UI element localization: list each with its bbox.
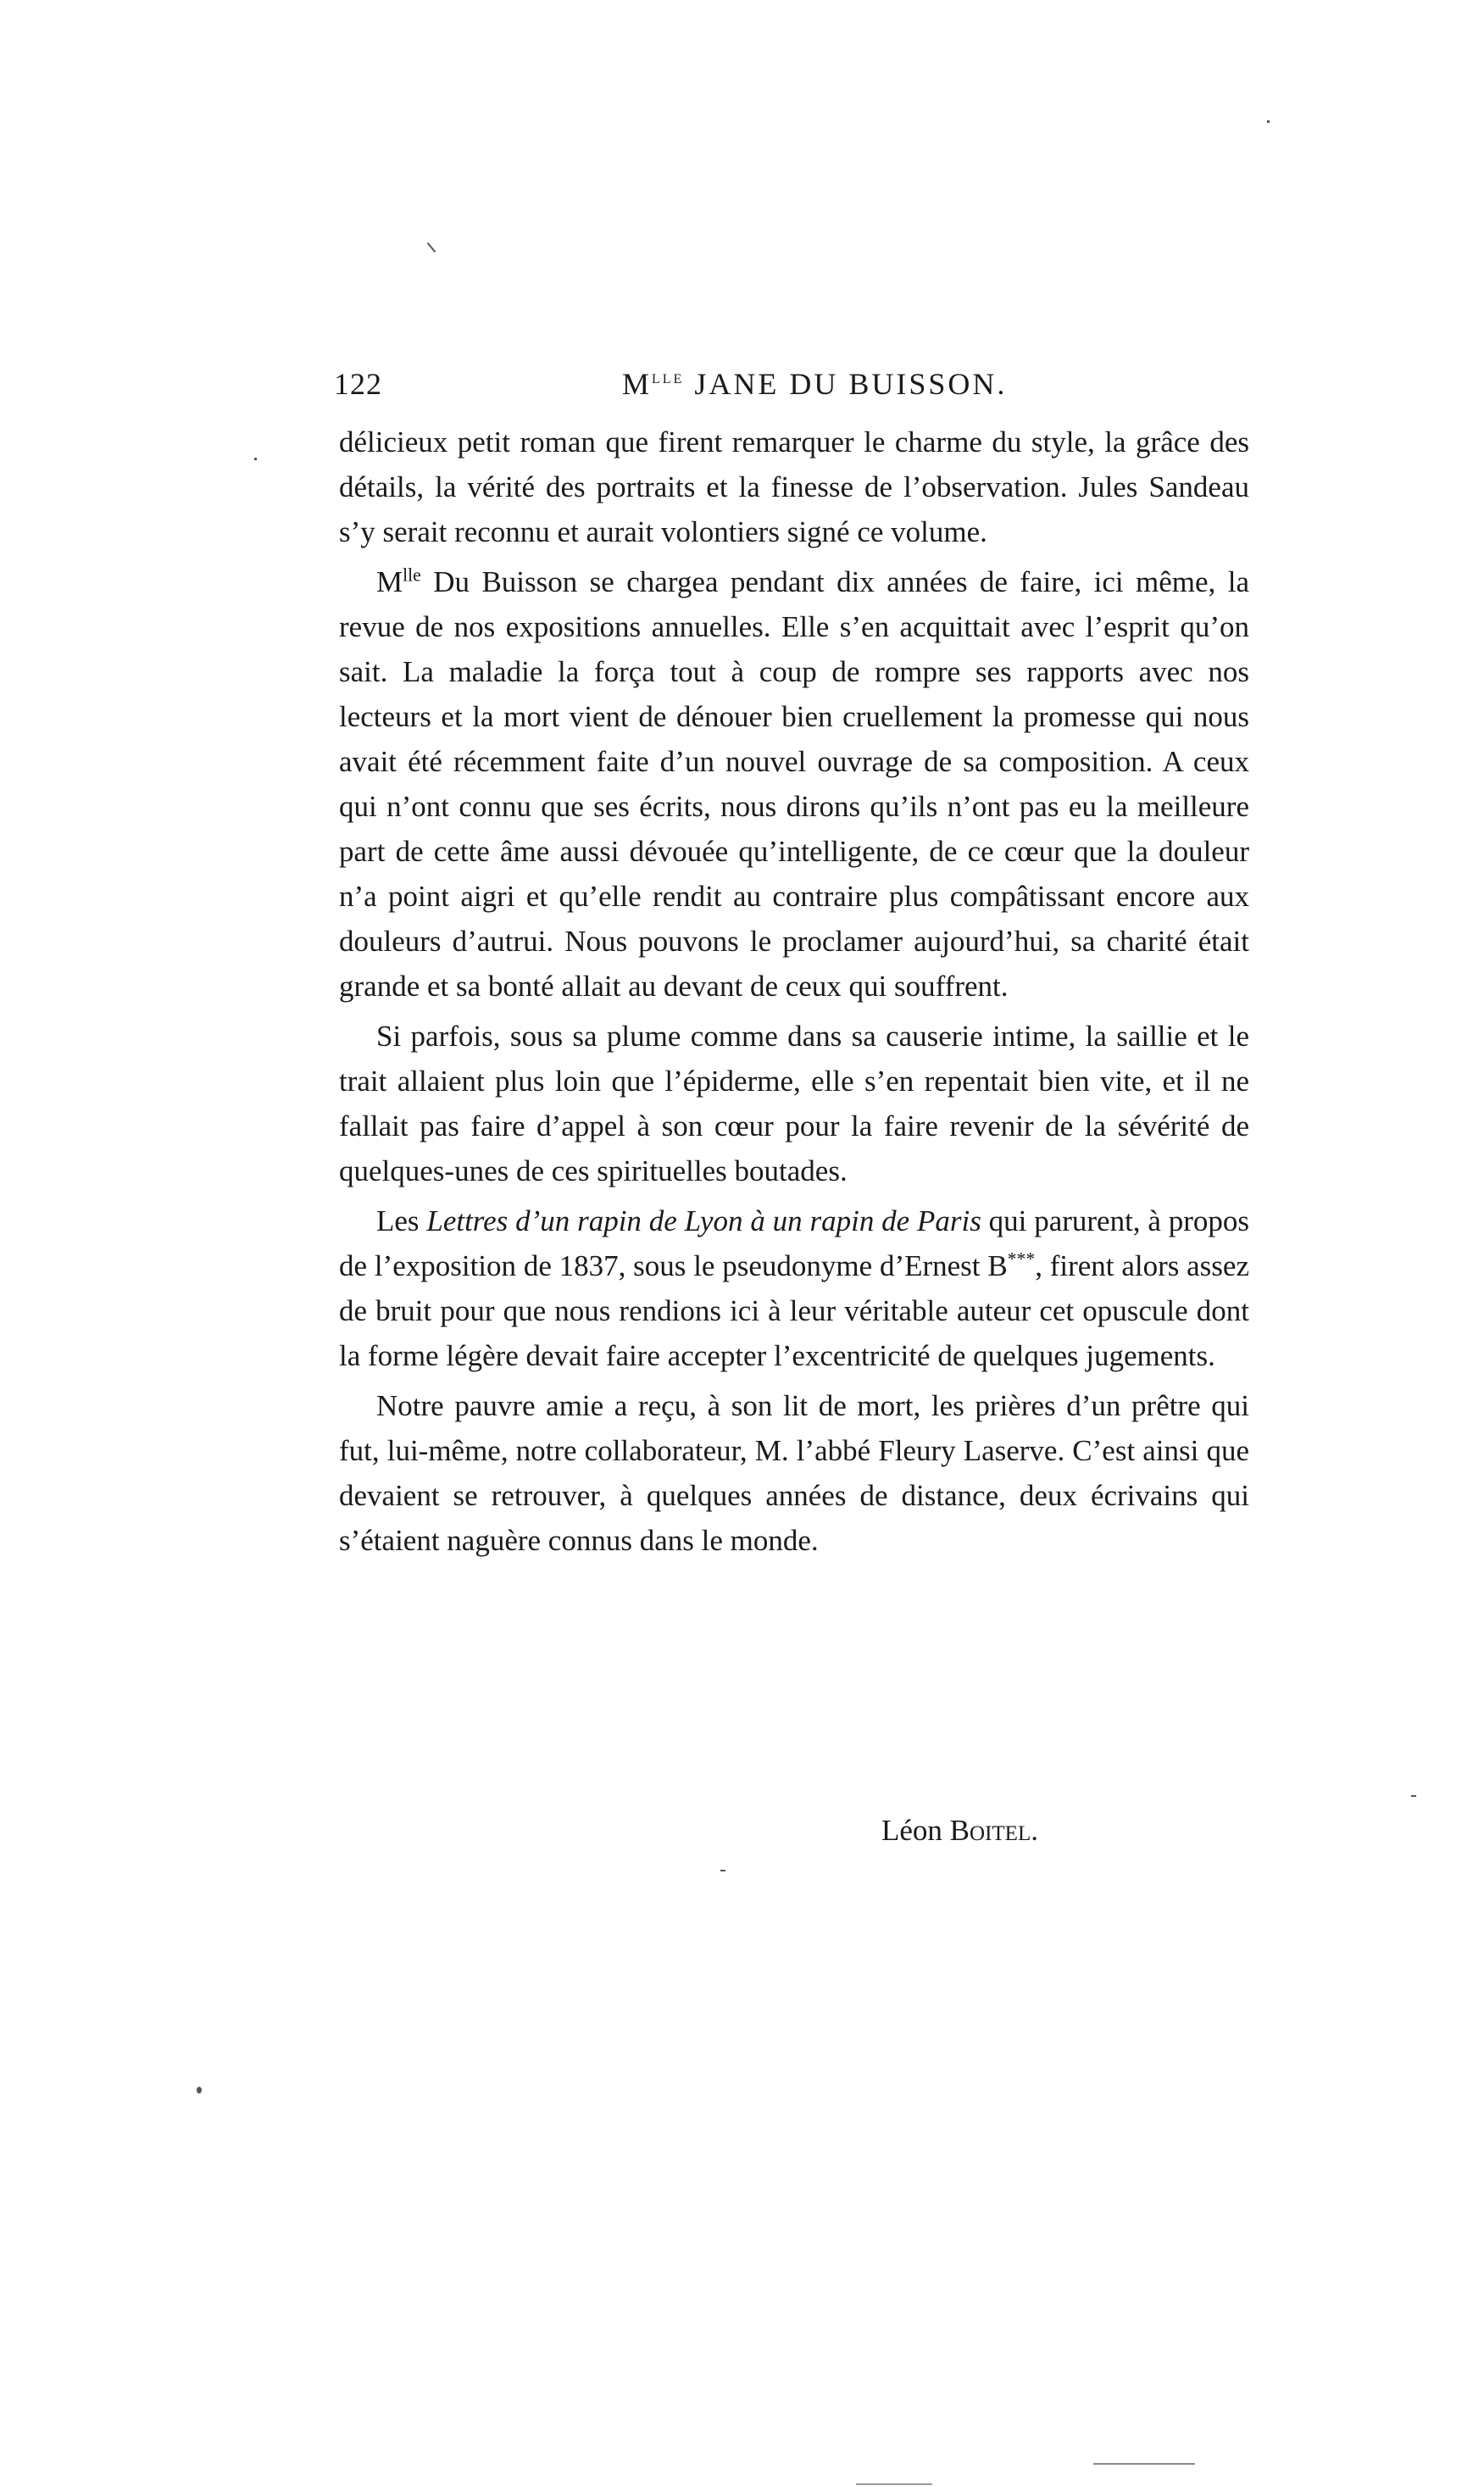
paragraph-4-prefix: Les [376, 1204, 427, 1237]
paragraph-2-sup: lle [403, 564, 421, 586]
signature-last-name: Boitel. [949, 1814, 1038, 1847]
paragraph-4-middle: qui parurent, à propos de l’exposition de 1837, sous le pseudonyme d’Ernest B [339, 1204, 1249, 1282]
signature [881, 1814, 1136, 1848]
scan-speck [1267, 120, 1270, 123]
paragraph-4 [339, 1198, 1249, 1378]
scan-speck [1093, 2463, 1195, 2465]
running-title-rest: JANE DU BUISSON. [684, 367, 1008, 401]
running-title-sup: lle [652, 366, 685, 387]
running-title-prefix: M [622, 367, 653, 401]
paragraph-3: Si parfois, sous sa plume comme dans sa causerie intime, la saillie et le trait allaient plus loin que l’épiderme, elle s’en repentait bien vite, et il ne fallait pas faire d’appel à son cœur pour la faire revenir de la sévérité de quelques-unes de ces spirituelles boutades. [339, 1020, 1249, 1187]
paragraph-4-sup: *** [1007, 1248, 1036, 1270]
paragraph-1: délicieux petit roman que firent remarquer le charme du style, la grâce des détails, la vérité des portraits et la finesse de l’observation. Jules Sandeau s’y serait reconnu et aurait volontiers signé ce volume. [339, 425, 1249, 548]
signature-first-name: Léon [881, 1814, 950, 1847]
scan-speck [856, 2483, 932, 2485]
paragraph-2-prefix: M [376, 565, 403, 598]
paragraph-4-rest: , firent alors assez de bruit pour que nous rendions ici à leur véritable auteur cet opuscule dont la forme légère devait faire accepter l’excentricité de quelques jugements. [339, 1249, 1249, 1372]
paragraph-2 [339, 559, 1249, 1009]
running-title [622, 366, 1007, 402]
body-text [339, 420, 1249, 1563]
scan-speck [720, 1870, 725, 1871]
paragraph-4-italic-title: Lettres d’un rapin de Lyon à un rapin de Paris [426, 1204, 981, 1237]
page-header [334, 366, 1249, 417]
scan-speck [427, 242, 436, 253]
paragraph-2-rest: Du Buisson se chargea pendant dix années de faire, ici même, la revue de nos expositions annuelles. Elle s’en acquittait avec l’esprit qu’on sait. La maladie la força tout à coup de rompre ses rapports avec nos lecteurs et la mort vient de dénouer bien cruellement la promesse qui nous avait été récemment faite d’un nouvel ouvrage de sa composition. A ceux qui n’ont connu que ses écrits, nous dirons qu’ils n’ont pas eu la meilleure part de cette âme aussi dévouée qu’intelligente, de ce cœur que la douleur n’a point aigri et qu’elle rendit au contraire plus compâtissant encore aux douleurs d’autrui. Nous pouvons le proclamer aujourd’hui, sa charité était grande et sa bonté allait au devant de ceux qui souffrent. [339, 565, 1249, 1003]
scan-speck [197, 2087, 202, 2093]
scan-speck [1411, 1795, 1416, 1797]
page-number: 122 [334, 367, 382, 401]
paragraph-5: Notre pauvre amie a reçu, à son lit de mort, les prières d’un prêtre qui fut, lui-même, notre collaborateur, M. l’abbé Fleury Laserve. C’est ainsi que devaient se retrouver, à quelques années de distance, deux écrivains qui s’étaient naguère connus dans le monde. [339, 1389, 1249, 1557]
scan-speck [254, 458, 257, 460]
